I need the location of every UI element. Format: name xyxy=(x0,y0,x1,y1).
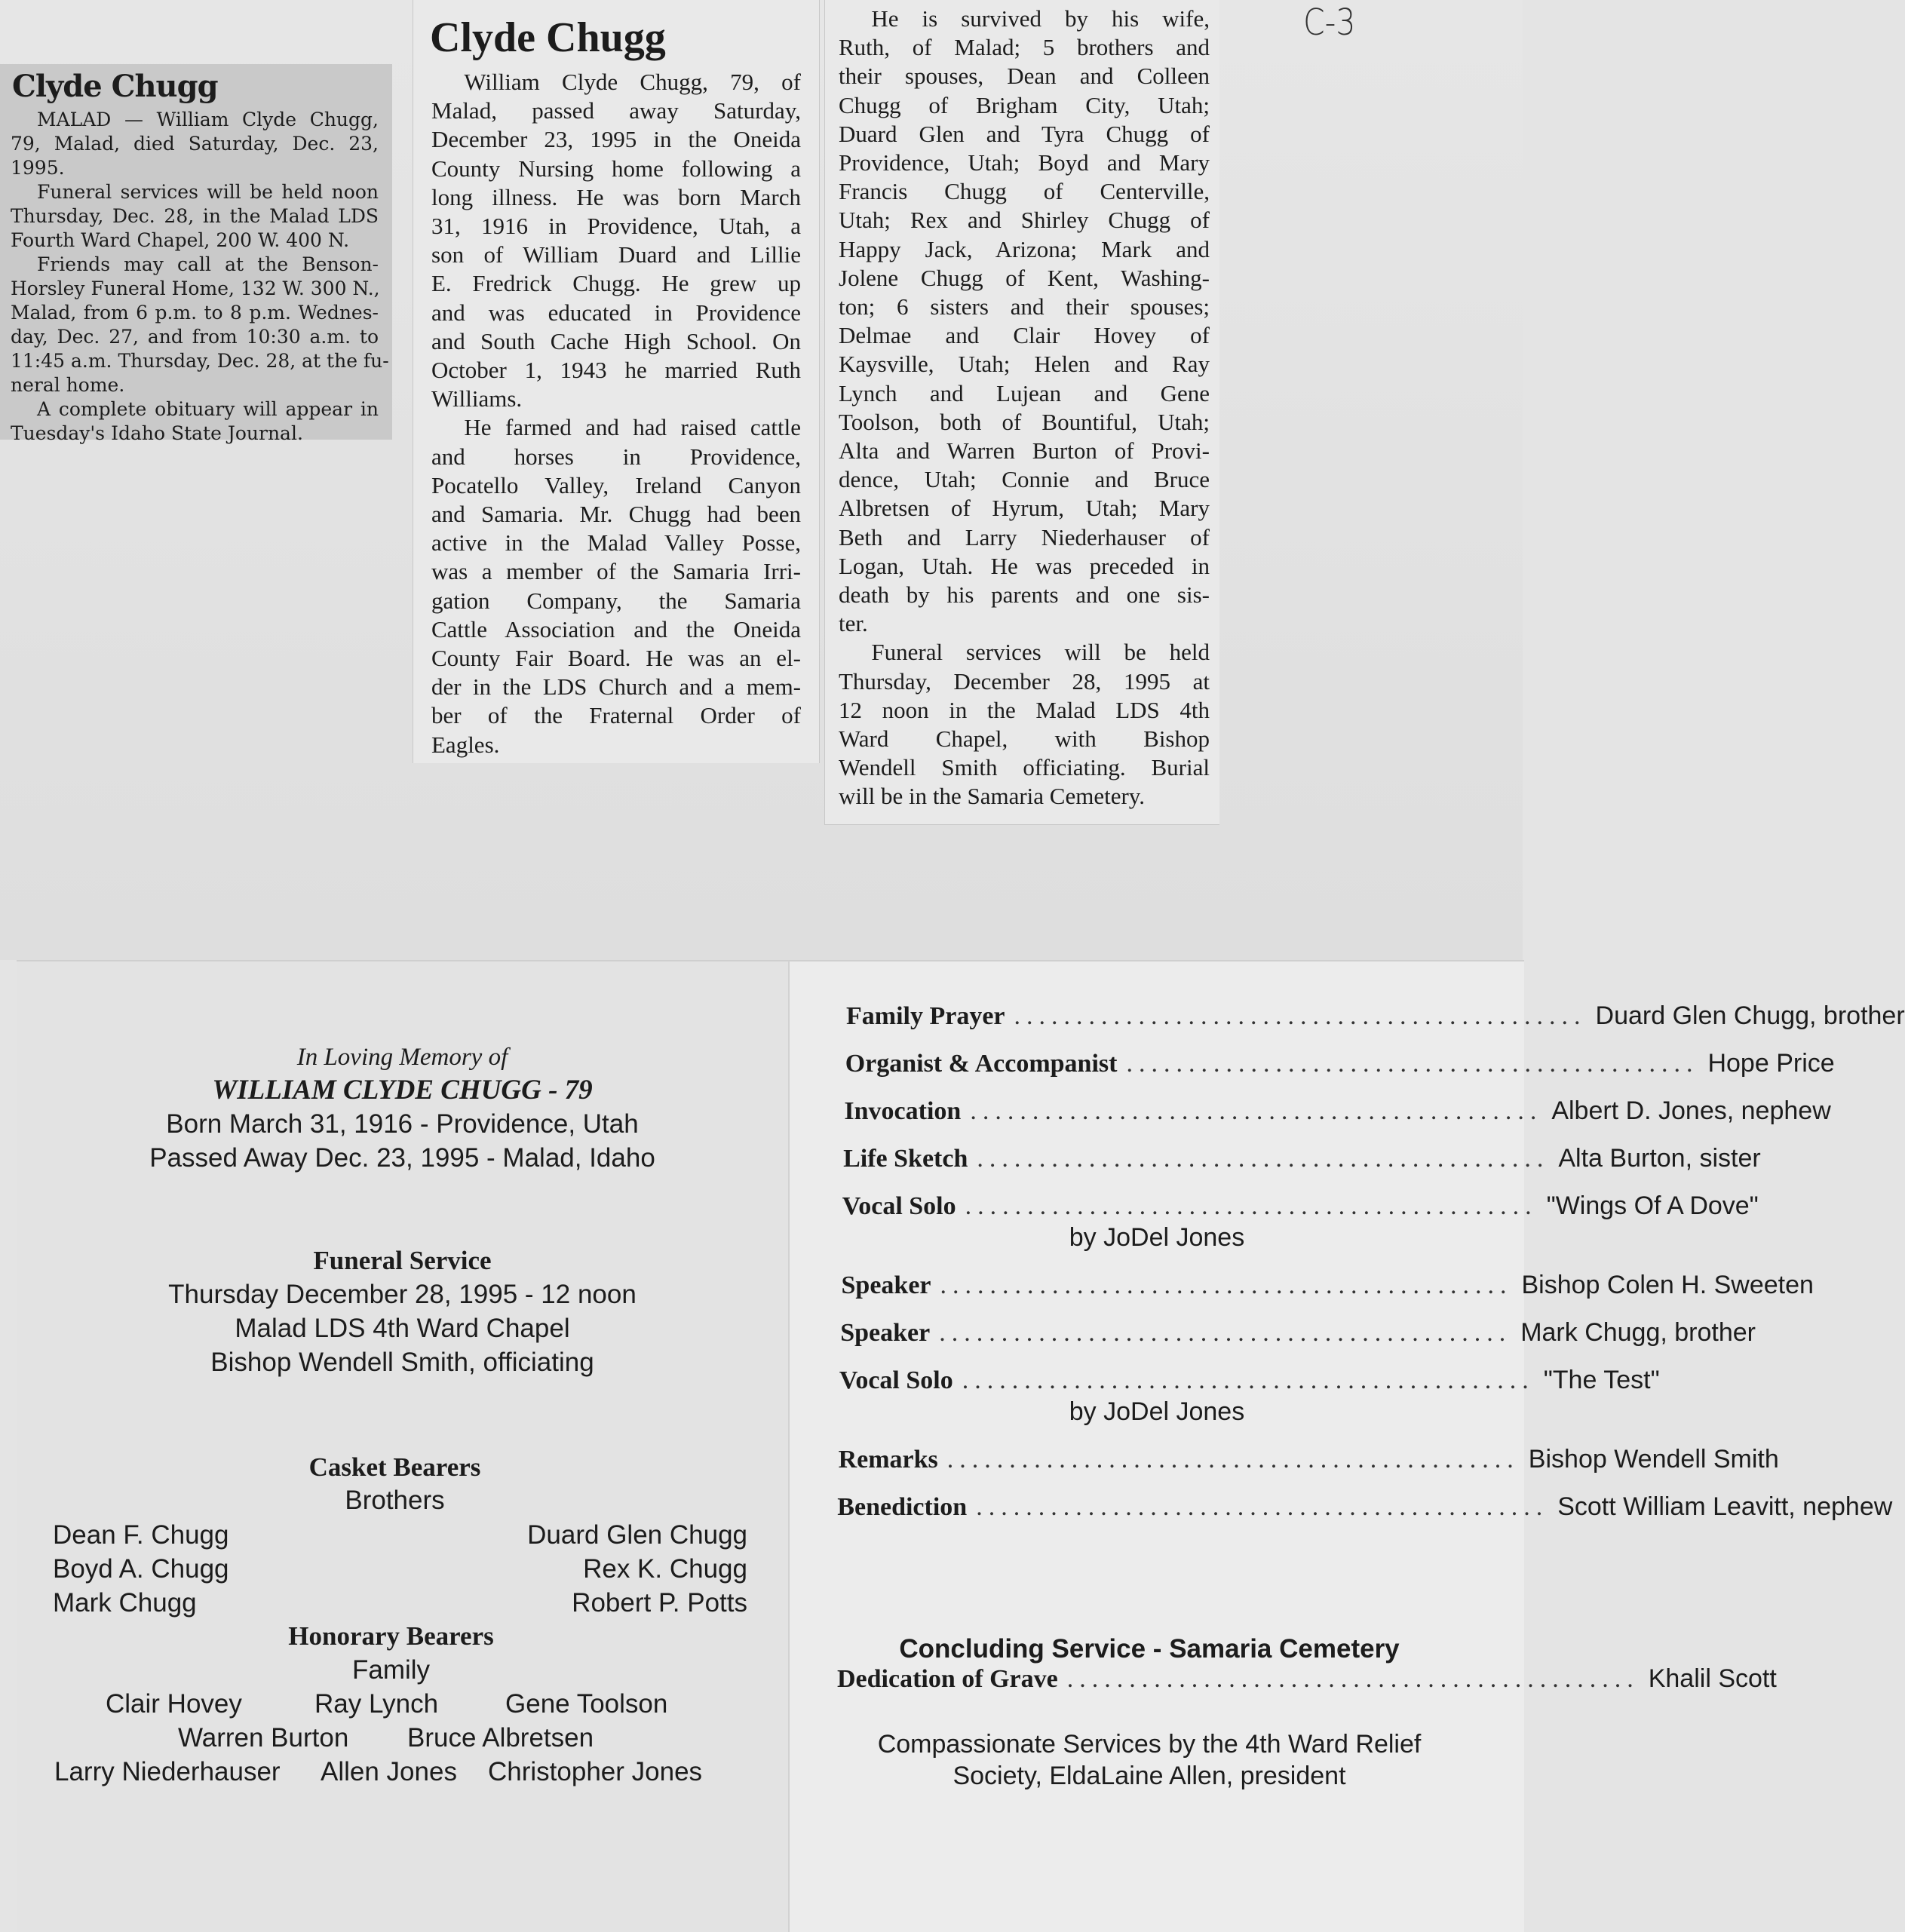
text-line: Wendell Smith officiating. Burial xyxy=(839,754,1210,781)
text-line: Francis Chugg of Centerville, xyxy=(839,178,1210,205)
program-item-label: Dedication of Grave xyxy=(837,1665,1058,1693)
text-line: William Clyde Chugg, 79, of xyxy=(464,69,801,95)
funeral-service-heading: Funeral Service xyxy=(313,1246,492,1275)
casket-bearer: Duard Glen Chugg xyxy=(527,1520,747,1550)
honorary-bearer: Clair Hovey xyxy=(106,1689,242,1719)
performer-line: by JoDel Jones xyxy=(1069,1223,1245,1252)
text-line: MALAD — William Clyde Chugg, xyxy=(37,109,379,130)
service-officiant: Bishop Wendell Smith, officiating xyxy=(210,1348,594,1377)
text-line: Funeral services will be held noon xyxy=(37,181,379,203)
text-line: der in the LDS Church and a mem- xyxy=(431,673,801,701)
text-line: Toolson, both of Bountiful, Utah; xyxy=(839,408,1210,435)
funeral-program-right-panel xyxy=(788,960,1905,1932)
program-item xyxy=(844,1094,1831,1128)
honorary-bearer: Gene Toolson xyxy=(505,1689,668,1719)
program-item xyxy=(838,1443,1779,1477)
program-item-dedication xyxy=(837,1662,1777,1696)
program-item-label: Life Sketch xyxy=(843,1145,968,1173)
text-line: County Nursing home following a xyxy=(431,155,801,182)
service-date: Thursday December 28, 1995 - 12 noon xyxy=(168,1280,637,1309)
text-line: Providence, Utah; Boyd and Mary xyxy=(839,149,1210,176)
footer-line: Society, EldaLaine Allen, president xyxy=(952,1762,1346,1790)
text-line: long illness. He was born March xyxy=(431,183,801,210)
text-line: Funeral services will be held xyxy=(871,639,1210,666)
program-item xyxy=(839,1363,1660,1397)
leader-dots: .............................................. xyxy=(1126,1050,1699,1078)
clipping-title: Clyde Chugg xyxy=(430,14,666,61)
program-item xyxy=(842,1189,1759,1223)
text-line: ber of the Fraternal Order of xyxy=(431,702,801,729)
program-item xyxy=(841,1268,1814,1302)
program-item xyxy=(837,1490,1893,1524)
program-item-label: Remarks xyxy=(838,1446,938,1474)
program-item-value: "The Test" xyxy=(1543,1366,1660,1394)
text-line: December 23, 1995 in the Oneida xyxy=(431,126,801,153)
text-line: Lynch and Lujean and Gene xyxy=(839,379,1210,406)
text-line: Logan, Utah. He was preceded in xyxy=(839,552,1210,579)
program-item-value: Bishop Colen H. Sweeten xyxy=(1521,1271,1814,1299)
program-item-label: Family Prayer xyxy=(846,1002,1005,1030)
program-item-label: Vocal Solo xyxy=(839,1366,953,1394)
text-line: County Fair Board. He was an el- xyxy=(431,645,801,672)
text-line: Utah; Rex and Shirley Chugg of xyxy=(839,207,1210,234)
leader-dots: .............................................. xyxy=(970,1097,1543,1125)
text-line: Thursday, December 28, 1995 at xyxy=(839,667,1210,695)
leader-dots: .............................................. xyxy=(962,1366,1535,1394)
funeral-program-left-panel xyxy=(17,960,788,1932)
text-line: 11:45 a.m. Thursday, Dec. 28, at the fu- xyxy=(11,350,389,372)
text-line: Friends may call at the Benson- xyxy=(37,253,379,275)
program-item-value: Khalil Scott xyxy=(1648,1664,1777,1693)
clipping-body xyxy=(11,108,389,446)
program-item-value: Hope Price xyxy=(1707,1049,1835,1078)
text-line: Fourth Ward Chapel, 200 W. 400 N. xyxy=(11,229,350,251)
program-item-value: "Wings Of A Dove" xyxy=(1546,1191,1759,1220)
program-item-value: Albert D. Jones, nephew xyxy=(1551,1096,1831,1125)
text-line: will be in the Samaria Cemetery. xyxy=(839,783,1146,810)
text-line: Ruth, of Malad; 5 brothers and xyxy=(839,34,1210,61)
program-item-label: Speaker xyxy=(841,1271,931,1299)
text-line: ton; 6 sisters and their spouses; xyxy=(839,293,1210,320)
honorary-bearer: Ray Lynch xyxy=(314,1689,439,1719)
casket-bearers-heading: Casket Bearers xyxy=(308,1452,481,1482)
clipping-body xyxy=(839,5,1210,811)
service-place: Malad LDS 4th Ward Chapel xyxy=(235,1314,570,1343)
program-item-value: Bishop Wendell Smith xyxy=(1528,1445,1779,1474)
text-line: E. Fredrick Chugg. He grew up xyxy=(431,270,801,297)
performer-line: by JoDel Jones xyxy=(1069,1397,1245,1426)
text-line: Cattle Association and the Oneida xyxy=(431,615,801,642)
text-line: He farmed and had raised cattle xyxy=(464,414,801,441)
program-item xyxy=(840,1316,1756,1350)
text-line: neral home. xyxy=(11,374,125,396)
text-line: Horsley Funeral Home, 132 W. 300 N., xyxy=(11,278,380,299)
text-line: Tuesday's Idaho State Journal. xyxy=(11,422,303,444)
clipping-body xyxy=(431,68,801,759)
text-line: A complete obituary will appear in xyxy=(37,398,379,420)
leader-dots: .............................................. xyxy=(940,1271,1513,1299)
deceased-name: WILLIAM CLYDE CHUGG - 79 xyxy=(212,1075,593,1106)
casket-bearer: Rex K. Chugg xyxy=(583,1554,747,1584)
program-item-value: Mark Chugg, brother xyxy=(1520,1318,1756,1347)
leader-dots: .............................................. xyxy=(946,1446,1520,1474)
text-line: Eagles. xyxy=(431,731,500,758)
text-line: Ward Chapel, with Bishop xyxy=(839,725,1210,753)
text-line: Chugg of Brigham City, Utah; xyxy=(839,91,1210,118)
text-line: Albretsen of Hyrum, Utah; Mary xyxy=(839,495,1210,522)
casket-bearer: Robert P. Potts xyxy=(572,1588,747,1618)
text-line: ter. xyxy=(839,610,868,637)
program-item-value: Alta Burton, sister xyxy=(1558,1144,1761,1173)
text-line: Happy Jack, Arizona; Mark and xyxy=(839,235,1210,262)
text-line: Beth and Larry Niederhauser of xyxy=(839,523,1210,550)
text-line: was a member of the Samaria Irri- xyxy=(431,558,801,585)
honorary-bearer: Allen Jones xyxy=(321,1757,457,1786)
text-line: son of William Duard and Lillie xyxy=(431,241,801,268)
text-line: day, Dec. 27, and from 10:30 a.m. to xyxy=(11,326,379,348)
text-line: He is survived by his wife, xyxy=(871,5,1210,32)
program-item-label: Vocal Solo xyxy=(842,1192,956,1220)
memory-line: In Loving Memory of xyxy=(296,1044,508,1071)
honorary-bearer: Warren Burton xyxy=(178,1723,349,1753)
leader-dots: .............................................. xyxy=(1014,1002,1587,1030)
text-line: and horses in Providence, xyxy=(431,443,801,470)
text-line: Delmae and Clair Hovey of xyxy=(839,322,1210,349)
text-line: death by his parents and one sis- xyxy=(839,581,1210,609)
text-line: Alta and Warren Burton of Provi- xyxy=(839,437,1210,465)
text-line: dence, Utah; Connie and Bruce xyxy=(839,466,1210,493)
text-line: Jolene Chugg of Kent, Washing- xyxy=(839,264,1210,291)
handwritten-page-note: C-3 xyxy=(1303,2,1356,44)
text-line: and was educated in Providence xyxy=(431,299,801,326)
leader-dots: .............................................. xyxy=(939,1319,1512,1347)
text-line: 1995. xyxy=(11,157,65,179)
text-line: Malad, from 6 p.m. to 8 p.m. Wednes- xyxy=(11,302,379,324)
text-line: 31, 1916 in Providence, Utah, a xyxy=(431,213,801,240)
casket-bearers-sub: Brothers xyxy=(345,1486,445,1515)
text-line: Pocatello Valley, Ireland Canyon xyxy=(431,471,801,498)
text-line: gation Company, the Samaria xyxy=(431,587,801,614)
honorary-bearer: Bruce Albretsen xyxy=(407,1723,594,1753)
leader-dots: .............................................. xyxy=(977,1145,1550,1173)
text-line: Williams. xyxy=(431,385,523,412)
text-line: active in the Malad Valley Posse, xyxy=(431,529,801,557)
short-obituary-clipping xyxy=(0,64,392,444)
clipping-title: Clyde Chugg xyxy=(12,69,218,104)
footer-line: Compassionate Services by the 4th Ward Relief xyxy=(877,1730,1422,1759)
obituary-continued-clipping xyxy=(824,0,1219,825)
text-line: October 1, 1943 he married Ruth xyxy=(431,357,801,384)
honorary-bearer: Christopher Jones xyxy=(488,1757,703,1786)
casket-bearer: Dean F. Chugg xyxy=(53,1520,229,1550)
casket-bearer: Mark Chugg xyxy=(53,1588,197,1618)
honorary-bearer: Larry Niederhauser xyxy=(54,1757,281,1786)
text-line: Malad, passed away Saturday, xyxy=(431,97,801,124)
program-item xyxy=(843,1142,1761,1176)
program-item xyxy=(845,1047,1835,1081)
text-line: 12 noon in the Malad LDS 4th xyxy=(839,696,1210,723)
text-line: Duard Glen and Tyra Chugg of xyxy=(839,120,1210,147)
program-item-label: Benediction xyxy=(837,1493,968,1521)
death-line: Passed Away Dec. 23, 1995 - Malad, Idaho xyxy=(149,1143,655,1173)
text-line: Thursday, Dec. 28, in the Malad LDS xyxy=(11,205,379,227)
leader-dots: .............................................. xyxy=(1066,1665,1640,1693)
birth-line: Born March 31, 1916 - Providence, Utah xyxy=(166,1109,639,1139)
text-line: and Samaria. Mr. Chugg had been xyxy=(431,501,801,528)
casket-bearer: Boyd A. Chugg xyxy=(53,1554,229,1584)
program-item-label: Invocation xyxy=(844,1097,962,1125)
honorary-bearers-heading: Honorary Bearers xyxy=(288,1621,494,1651)
honorary-bearers-sub: Family xyxy=(351,1655,431,1685)
program-item xyxy=(846,999,1905,1033)
program-item-label: Organist & Accompanist xyxy=(845,1050,1118,1078)
main-obituary-clipping xyxy=(413,0,820,763)
text-line: 79, Malad, died Saturday, Dec. 23, xyxy=(11,133,379,155)
text-line: and South Cache High School. On xyxy=(431,327,801,354)
program-item-value: Scott William Leavitt, nephew xyxy=(1557,1492,1893,1521)
leader-dots: .............................................. xyxy=(965,1192,1538,1220)
concluding-service: Concluding Service - Samaria Cemetery xyxy=(899,1634,1400,1664)
program-item-value: Duard Glen Chugg, brother xyxy=(1595,1001,1905,1030)
text-line: their spouses, Dean and Colleen xyxy=(839,63,1210,90)
leader-dots: .............................................. xyxy=(976,1493,1549,1521)
text-line: Kaysville, Utah; Helen and Ray xyxy=(839,351,1210,378)
program-item-label: Speaker xyxy=(840,1319,931,1347)
